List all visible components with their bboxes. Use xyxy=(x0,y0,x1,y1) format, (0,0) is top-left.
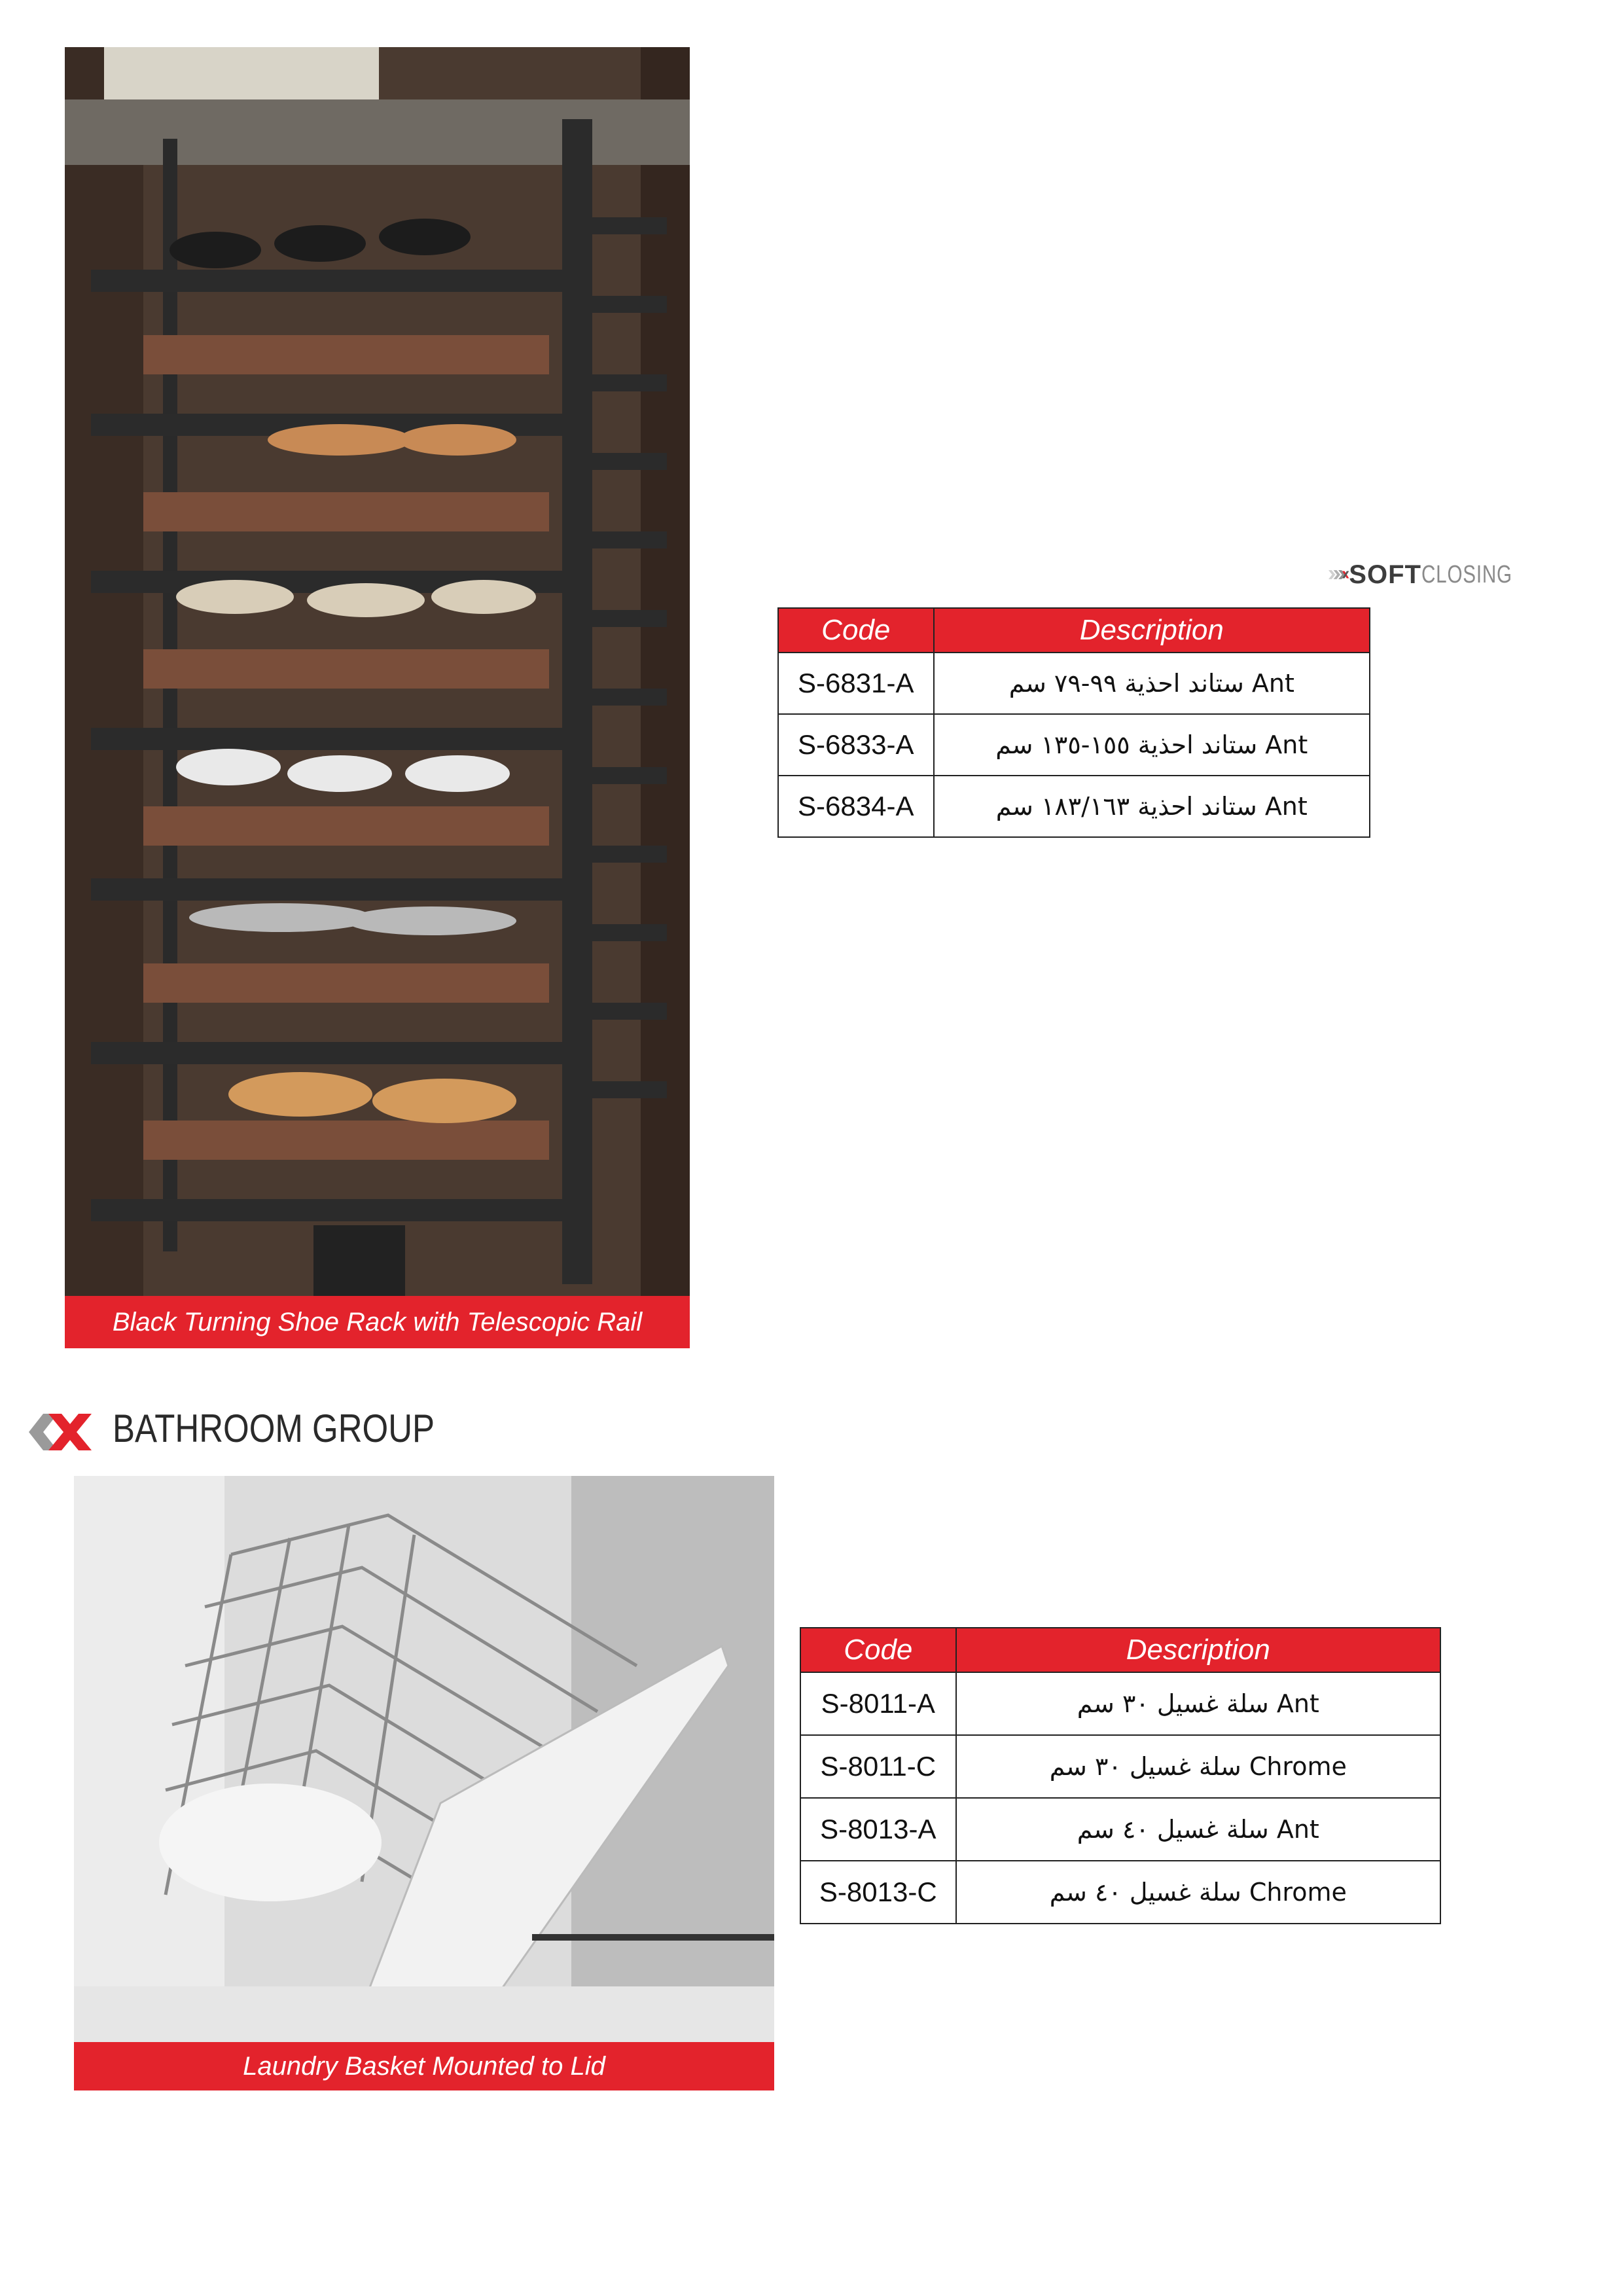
product-description: Ant ستاند احذية ١٨٣/١٦٣ سم xyxy=(934,776,1370,837)
table-row xyxy=(800,1672,1440,1735)
shoe-rack-spec-table xyxy=(777,607,1370,838)
table-header-row xyxy=(778,608,1370,653)
table-header-row xyxy=(800,1628,1440,1672)
product-code: S-6831-A xyxy=(778,653,934,714)
table-row xyxy=(778,776,1370,837)
column-header-description: Description xyxy=(934,608,1370,653)
laundry-basket-illustration xyxy=(74,1476,774,2042)
table-row xyxy=(800,1861,1440,1924)
laundry-basket-caption: Laundry Basket Mounted to Lid xyxy=(74,2042,774,2090)
column-header-code: Code xyxy=(778,608,934,653)
section-x-logo-icon xyxy=(29,1414,92,1450)
section-title: BATHROOM GROUP xyxy=(113,1407,435,1450)
table-row xyxy=(800,1735,1440,1798)
product-code: S-8011-C xyxy=(800,1735,956,1798)
column-header-code: Code xyxy=(800,1628,956,1672)
logo-word-closing: CLOSING xyxy=(1421,560,1512,588)
column-header-description: Description xyxy=(956,1628,1440,1672)
logo-word-soft: SOFT xyxy=(1349,560,1421,589)
soft-closing-logo xyxy=(1329,558,1538,591)
shoe-rack-caption: Black Turning Shoe Rack with Telescopic Rail xyxy=(65,1296,690,1348)
product-description: Chrome سلة غسيل ٤٠ سم xyxy=(956,1861,1440,1924)
table-row xyxy=(778,653,1370,714)
product-code: S-6833-A xyxy=(778,714,934,776)
product-code: S-8011-A xyxy=(800,1672,956,1735)
shoe-rack-illustration xyxy=(65,47,690,1296)
table-row xyxy=(800,1798,1440,1861)
shoe-rack-photo xyxy=(65,47,690,1296)
product-description: Ant ستاند احذية ١٥٥-١٣٥ سم xyxy=(934,714,1370,776)
product-description: Ant سلة غسيل ٣٠ سم xyxy=(956,1672,1440,1735)
laundry-basket-spec-table xyxy=(800,1627,1441,1924)
product-code: S-8013-A xyxy=(800,1798,956,1861)
laundry-basket-photo xyxy=(74,1476,774,2042)
product-code: S-8013-C xyxy=(800,1861,956,1924)
product-description: Ant ستاند احذية ٩٩-٧٩ سم xyxy=(934,653,1370,714)
product-description: Chrome سلة غسيل ٣٠ سم xyxy=(956,1735,1440,1798)
x-mark-icon xyxy=(1342,562,1349,588)
table-row xyxy=(778,714,1370,776)
product-code: S-6834-A xyxy=(778,776,934,837)
product-description: Ant سلة غسيل ٤٠ سم xyxy=(956,1798,1440,1861)
